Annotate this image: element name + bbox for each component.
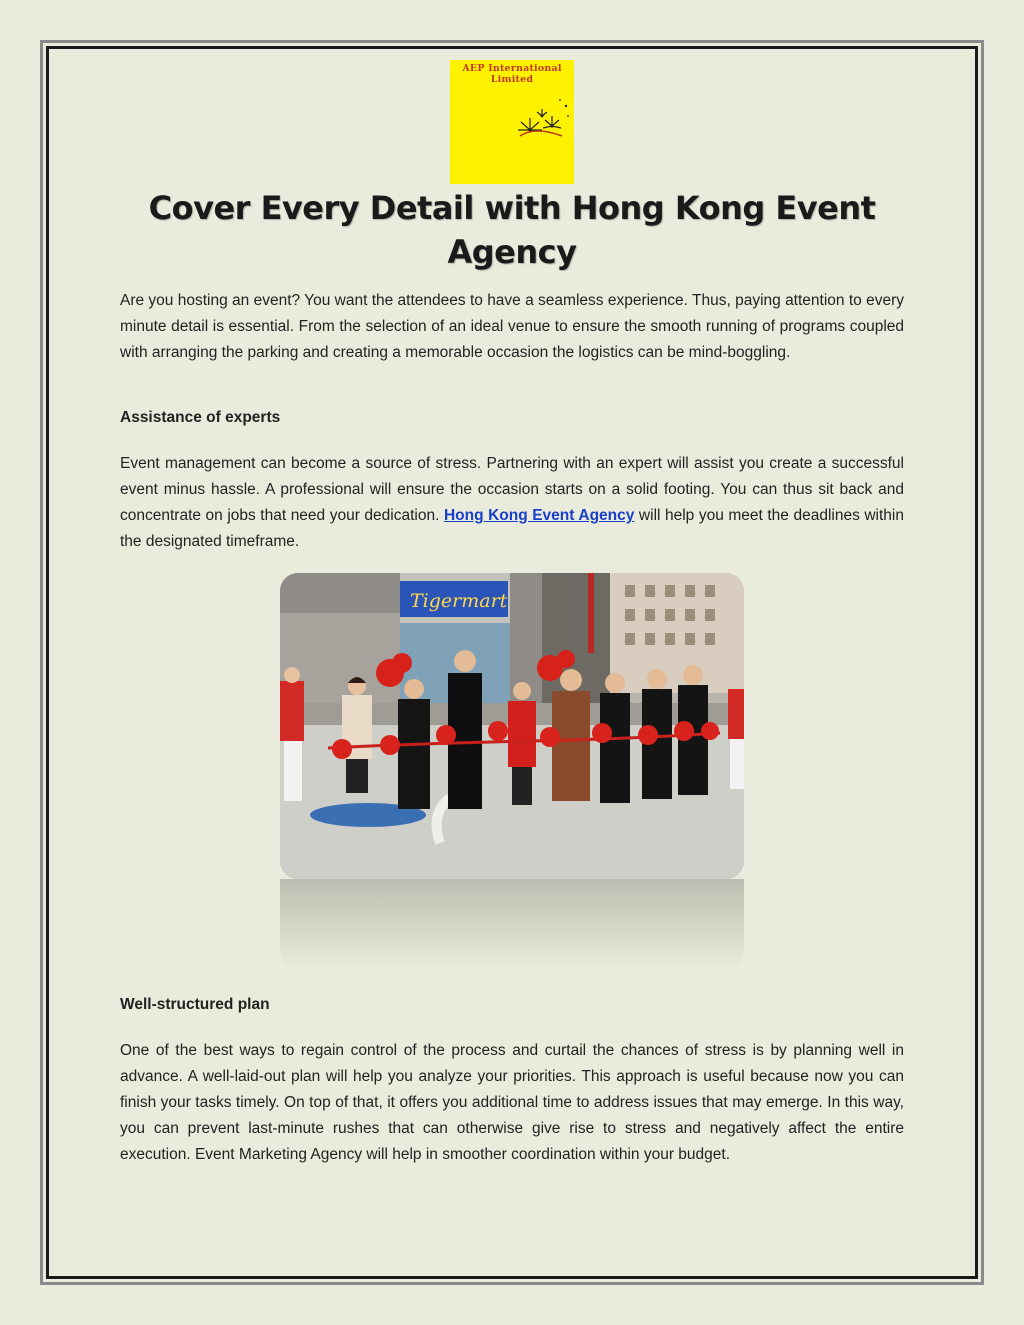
ribbon-cutting-photo xyxy=(280,573,744,879)
plan-paragraph: One of the best ways to regain control of the process and curtail the chances of stress is by planning well in advance. A well-laid-out plan will help you analyze your priorities. This approach is useful because now you can finish your tasks timely. On top of that, it offers you additional time to address issues that may emerge. In this way, you can prevent last-minute rushes that can otherwise give rise to stress and negatively affect the entire execution. Event Marketing Agency will help in smoother coordination within your budget. xyxy=(120,1042,904,1163)
page-title: Cover Every Detail with Hong Kong Event Agency xyxy=(148,189,876,271)
photo-reflection xyxy=(280,879,744,969)
store-sign-text: Tigermart xyxy=(410,590,508,612)
section-heading-experts: Assistance of experts xyxy=(120,409,281,426)
experts-paragraph xyxy=(120,451,904,555)
hong-kong-event-agency-link[interactable]: Hong Kong Event Agency xyxy=(443,507,635,524)
logo-brand-text: AEP International Limited xyxy=(462,63,562,85)
section-heading-plan: Well-structured plan xyxy=(120,996,270,1013)
experts-text-before-link: Event management can become a source of stress. Partnering with an expert will assist you create a successful event minus hassle. A professional will ensure the occasion starts on a solid footing. You can thus sit back and concentrate on jobs that need your dedication. xyxy=(120,455,904,524)
ceremony-illustration xyxy=(280,573,744,879)
experts-text-after-link: will help you meet the deadlines within the designated timeframe. xyxy=(120,507,904,550)
company-logo xyxy=(450,60,574,184)
intro-paragraph: Are you hosting an event? You want the attendees to have a seamless experience. Thus, paying attention to every minute detail is essential. From the selection of an ideal venue to ensure the smooth running of programs coupled with arranging the parking and creating a memorable occasion the logistics can be mind-boggling. xyxy=(120,292,904,361)
